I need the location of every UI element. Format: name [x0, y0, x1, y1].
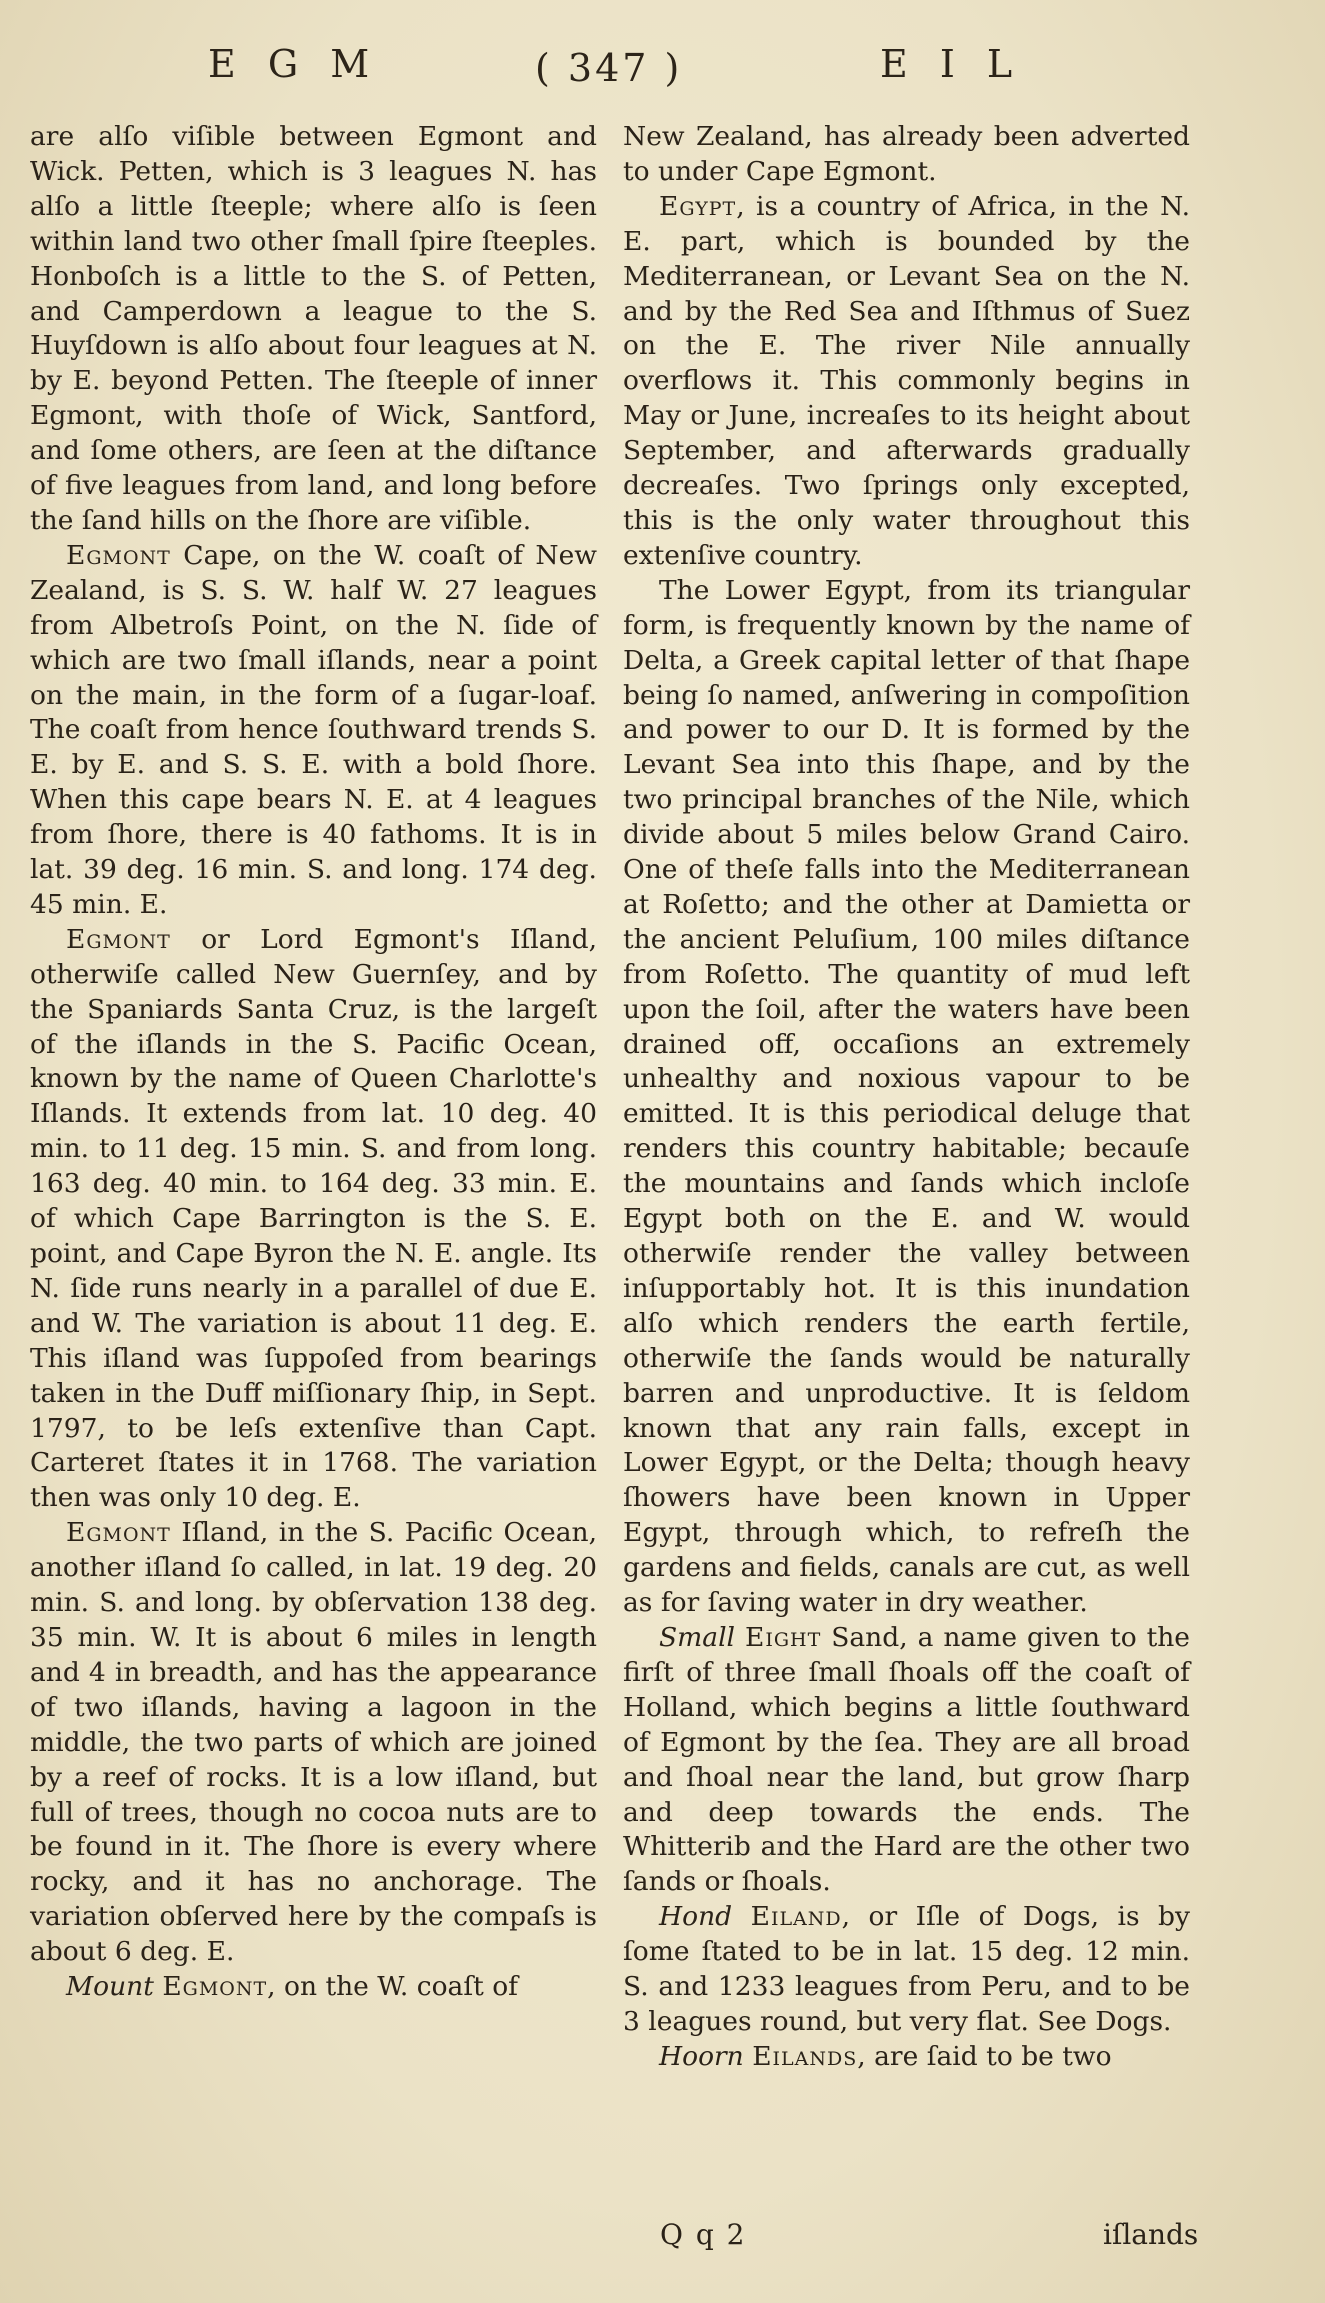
entry-paragraph: Egmont or Lord Egmont's Iſland, otherwiſe called New Guernſey, and by the Spaniards Santa Cruz, is the largeſt of the iſlands in the S. Pacific Ocean, known by the name of Queen Charlotte's Iſlands. It extends from lat. 10 deg. 40 min. to 11 deg. 15 min. S. and from long. 163 deg. 40 min. to 164 deg. 33 min. E. of which Cape Barrington is the S. E. point, and Cape Byron the N. E. angle. Its N. ſide runs nearly in a parallel of due E. and W. The variation is about 11 deg. E. This iſland was ſuppoſed from bearings taken in the Duff miſſionary ſhip, in Sept. 1797, to be leſs extenſive than Capt. Carteret ſtates it in 1768. The variation then was only 10 deg. E.: [30, 923, 597, 1514]
catchword: iſlands: [1103, 2218, 1199, 2251]
entry-paragraph: Egmont Iſland, in the S. Pacific Ocean, another iſland ſo called, in lat. 19 deg. 20 min. S. and long. by obſervation 138 deg. 35 min. W. It is about 6 miles in length and 4 in breadth, and has the appearance of two iſlands, having a lagoon in the middle, the two parts of which are joined by a reef of rocks. It is a low iſland, but full of trees, though no cocoa nuts are to be found in it. The ſhore is every where rocky, and it has no anchorage. The variation obſerved here by the compaſs is about 6 deg. E.: [30, 1517, 597, 1968]
entry-headword: Eight: [745, 1621, 822, 1653]
entry-headword: Eilands: [752, 2040, 858, 2072]
entry-paragraph: are alſo viſible between Egmont and Wick. Petten, which is 3 leagues N. has alſo a little ſteeple; where alſo is ſeen within land two other ſmall ſpire ſteeples. Honboſch is a little to the S. of Petten, and Camperdown a league to the S. Huyſdown is alſo about four leagues at N. by E. beyond Petten. The ſteeple of inner Egmont, with thoſe of Wick, Santford, and ſome others, are ſeen at the diſtance of five leagues from land, and long before the ſand hills on the ſhore are viſible.: [30, 121, 597, 536]
entry-paragraph: Egmont Cape, on the W. coaſt of New Zealand, is S. S. W. half W. 27 leagues from Albetroſs Point, on the N. ſide of which are two ſmall iſlands, near a point on the main, in the form of a ſugar-loaf. The coaſt from hence ſouthward trends S. E. by E. and S. S. E. with a bold ſhore. When this cape bears N. E. at 4 leagues from ſhore, there is 40 fathoms. It is in lat. 39 deg. 16 min. S. and long. 174 deg. 45 min. E.: [30, 539, 597, 920]
running-header: [0, 42, 1325, 102]
entry-paragraph: Hoorn Eilands, are ſaid to be two: [659, 2040, 1112, 2072]
header-right-guideword: E I L: [880, 42, 1023, 86]
entry-paragraph: Mount Egmont, on the W. coaſt of: [66, 1971, 518, 2003]
entry-prefix: Small: [659, 1621, 736, 1653]
entry-headword: Egmont: [66, 1517, 171, 1549]
entry-headword: Eiland: [750, 1901, 842, 1933]
left-column: [30, 120, 597, 2005]
header-left-guideword: E G M: [208, 42, 380, 86]
signature-mark: Q q 2: [660, 2218, 747, 2251]
entry-paragraph: New Zealand, has already been adverted to under Cape Egmont.: [623, 121, 1190, 187]
entry-paragraph: Egypt, is a country of Africa, in the N. E. part, which is bounded by the Mediterranean, or Levant Sea on the N. and by the Red Sea and Iſthmus of Suez on the E. The river Nile annually overflows it. This commonly begins in May or June, increaſes to its height about September, and afterwards gradually decreaſes. Two ſprings only excepted, this is the only water throughout this extenſive country.: [623, 190, 1190, 571]
entry-prefix: Mount: [66, 1971, 154, 2003]
entry-paragraph: Small Eight Sand, a name given to the firſt of three ſmall ſhoals off the coaſt of Holland, which begins a little ſouthward of Egmont by the ſea. They are all broad and ſhoal near the land, but grow ſharp and deep towards the ends. The Whitterib and the Hard are the other two ſands or ſhoals.: [623, 1621, 1190, 1898]
right-column: [623, 120, 1190, 2075]
page-number: ( 347 ): [535, 46, 683, 90]
entry-headword: Egmont: [66, 539, 171, 571]
entry-paragraph: The Lower Egypt, from its triangular form, is frequently known by the name of Delta, a Greek capital letter of that ſhape being ſo named, anſwering in compoſition and power to our D. It is formed by the Levant Sea into this ſhape, and by the two principal branches of the Nile, which divide about 5 miles below Grand Cairo. One of theſe falls into the Mediterranean at Roſetto; and the other at Damietta or the ancient Peluſium, 100 miles diſtance from Roſetto. The quantity of mud left upon the ſoil, after the waters have been drained off, occaſions an extremely unhealthy and noxious vapour to be emitted. It is this periodical deluge that renders this country habitable; becauſe the mountains and ſands which incloſe Egypt both on the E. and W. would otherwiſe render the valley between inſupportably hot. It is this inundation alſo which renders the earth fertile, otherwiſe the ſands would be naturally barren and unproductive. It is ſeldom known that any rain falls, except in Lower Egypt, or the Delta; though heavy ſhowers have been known in Upper Egypt, through which, to refreſh the gardens and fields, canals are cut, as well as for ſaving water in dry weather.: [623, 574, 1190, 1619]
entry-prefix: Hond: [659, 1901, 733, 1933]
entry-paragraph: Hond Eiland, or Iſle of Dogs, is by ſome ſtated to be in lat. 15 deg. 12 min. S. and 1233 leagues from Peru, and to be 3 leagues round, but very flat. See Dogs.: [623, 1901, 1190, 2037]
entry-headword: Egmont: [162, 1971, 268, 2003]
entry-headword: Egypt: [659, 190, 737, 222]
page-footer: [0, 2218, 1325, 2268]
entry-prefix: Hoorn: [659, 2040, 744, 2072]
entry-headword: Egmont: [66, 923, 171, 955]
